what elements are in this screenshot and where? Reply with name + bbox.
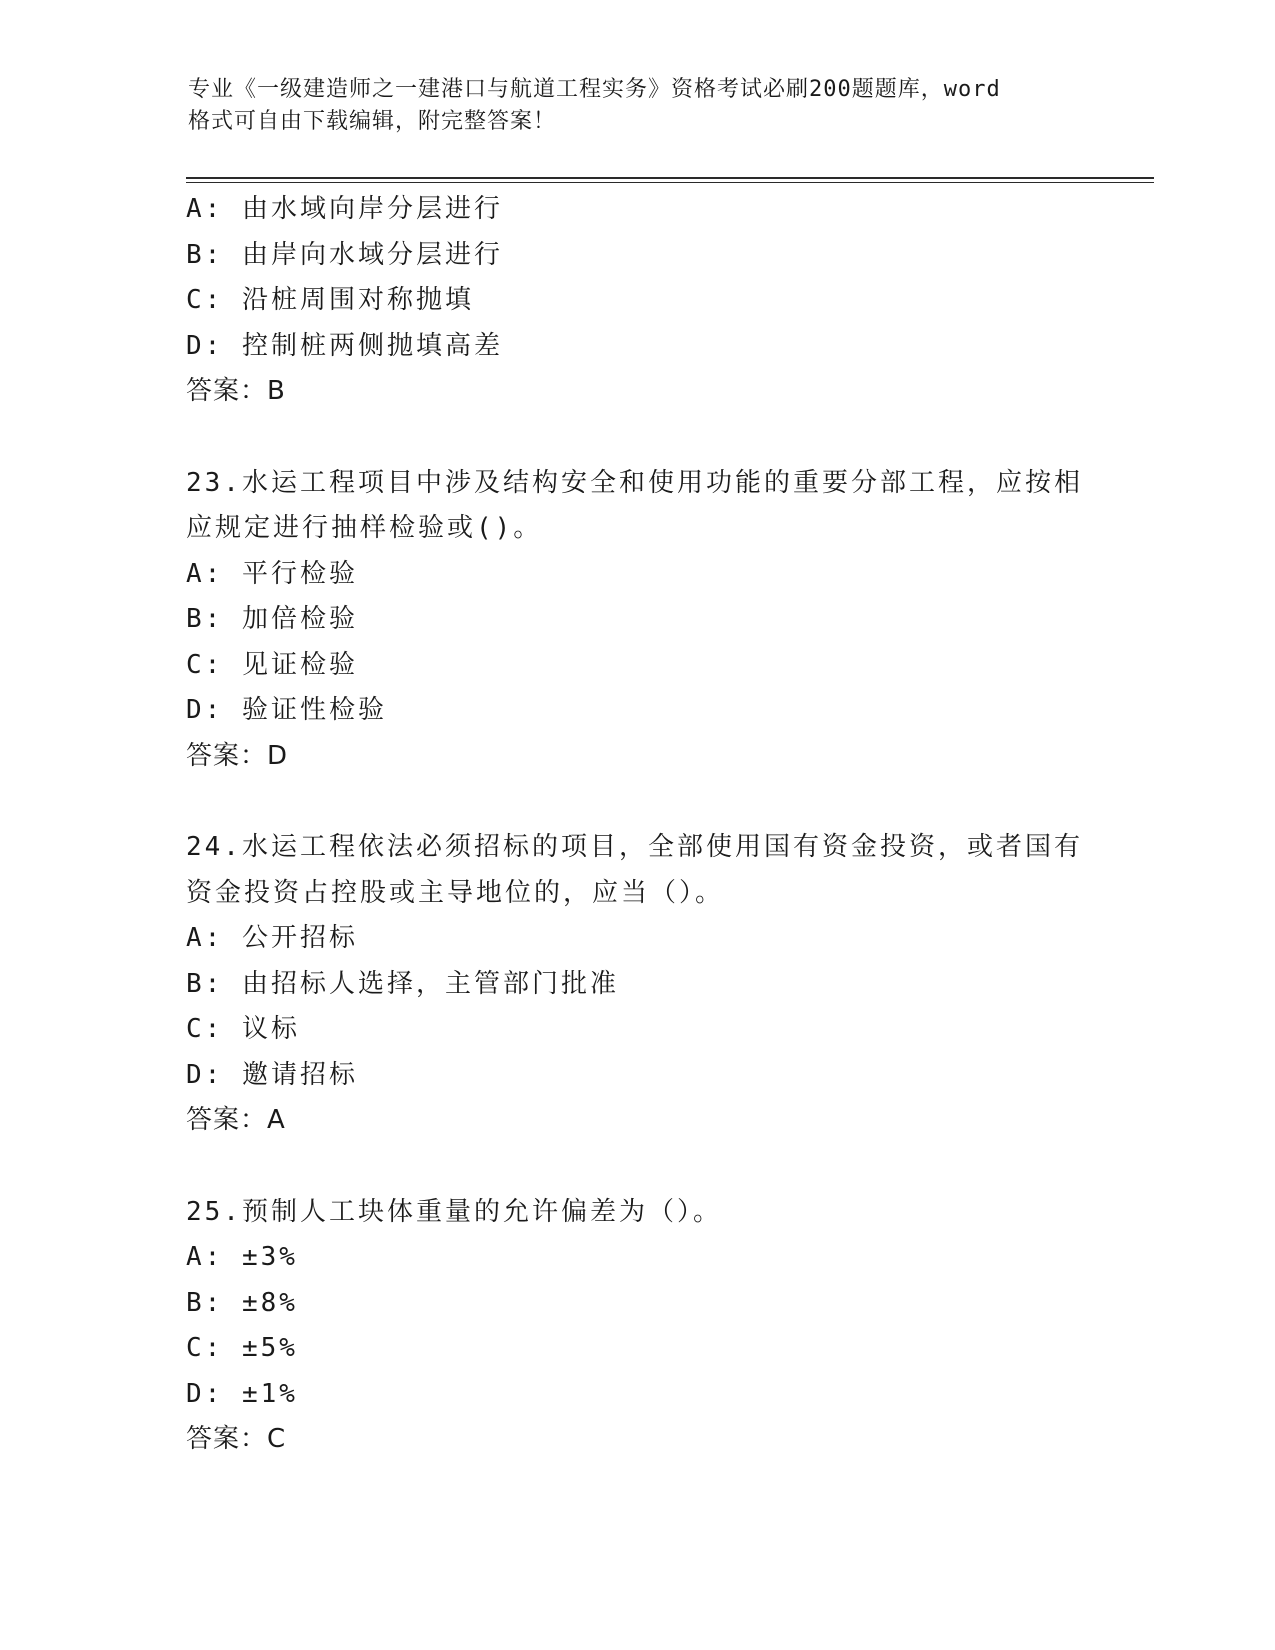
header-divider-thick	[186, 177, 1154, 179]
option-c: C: 沿桩周围对称抛填	[186, 285, 474, 315]
question-list	[186, 187, 1086, 1463]
option-b: B: ±8%	[186, 1287, 298, 1318]
question-stem-line-2: 应规定进行抽样检验或()。	[186, 513, 543, 543]
document-header	[188, 74, 1068, 138]
option-d: D: 邀请招标	[186, 1059, 358, 1090]
answer-line: 答案：A	[186, 1105, 286, 1135]
answer-line: 答案：B	[186, 376, 286, 406]
question-stem-line-1: 24.水运工程依法必须招标的项目，全部使用国有资金投资，或者国有	[186, 832, 1083, 862]
question-stem-line-1: 23.水运工程项目中涉及结构安全和使用功能的重要分部工程，应按相	[186, 467, 1083, 498]
question-stem-line-2: 资金投资占控股或主导地位的，应当（）。	[186, 877, 725, 908]
option-c: C: ±5%	[186, 1333, 298, 1363]
option-b: B: 加倍检验	[186, 604, 358, 634]
question-spacer	[186, 1144, 1086, 1190]
option-d: D: ±1%	[186, 1378, 298, 1409]
option-c: C: 议标	[186, 1014, 300, 1044]
option-a: A: 公开招标	[186, 923, 358, 953]
header-line-2: 格式可自由下载编辑，附完整答案！	[188, 109, 557, 134]
option-d: D: 验证性检验	[186, 695, 387, 725]
question-stem-line-1: 25.预制人工块体重量的允许偏差为（）。	[186, 1196, 722, 1227]
header-line-1: 专业《一级建造师之一建港口与航道工程实务》资格考试必刷200题题库，word	[188, 77, 1001, 102]
question-spacer	[186, 779, 1086, 825]
option-a: A: ±3%	[186, 1242, 298, 1272]
answer-line: 答案：C	[186, 1424, 287, 1454]
option-a: A: 平行检验	[186, 558, 358, 589]
question-spacer	[186, 415, 1086, 461]
answer-line: 答案：D	[186, 740, 289, 771]
header-divider-thin	[186, 182, 1154, 183]
option-a: A: 由水域向岸分层进行	[186, 194, 503, 224]
question-25	[186, 1190, 1086, 1463]
option-d: D: 控制桩两侧抛填高差	[186, 330, 503, 361]
option-b: B: 由岸向水域分层进行	[186, 239, 503, 270]
question-23	[186, 461, 1086, 780]
option-b: B: 由招标人选择，主管部门批准	[186, 968, 619, 999]
question-24	[186, 825, 1086, 1144]
question-22-continued	[186, 187, 1086, 415]
option-c: C: 见证检验	[186, 649, 358, 680]
